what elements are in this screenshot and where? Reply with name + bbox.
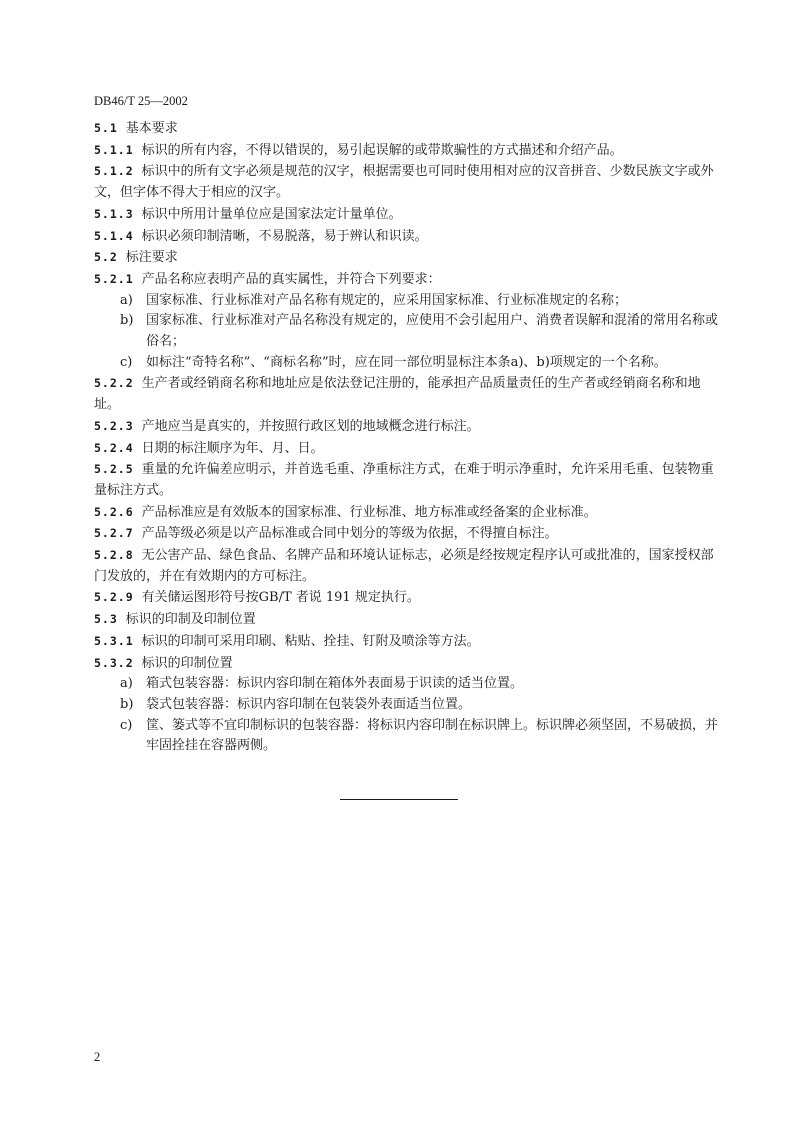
clause-text: 产品标准应是有效版本的国家标准、行业标准、地方标准或经备案的企业标准。 <box>141 504 597 520</box>
clause-5-2-1 <box>94 269 724 291</box>
list-item-a <box>94 674 724 695</box>
list-item-b <box>94 311 724 352</box>
section-5-3 <box>94 609 724 631</box>
list-item-text: 箱式包装容器：标识内容印制在箱体外表面易于识读的适当位置。 <box>146 676 524 692</box>
document-body <box>94 118 724 757</box>
clause-text: 标识必须印制清晰，不易脱落，易于辨认和识读。 <box>141 228 428 244</box>
clause-text: 产品等级必须是以产品标准或合同中划分的等级为依据，不得擅自标注。 <box>141 526 558 542</box>
clause-5-2-2 <box>94 373 724 415</box>
clause-text: 标识中所用计量单位应是国家法定计量单位。 <box>141 206 402 222</box>
list-item-c <box>94 716 724 757</box>
clause-number: 5.3.2 <box>94 655 134 670</box>
clause-text: 重量的允许偏差应明示，并首选毛重、净重标注方式，在难于明示净重时，允许采用毛重、包装物重量标注方式。 <box>94 462 714 498</box>
end-of-standard-rule <box>340 799 458 800</box>
clause-text: 标识的印制位置 <box>141 655 233 671</box>
list-marker: a) <box>120 676 133 692</box>
clause-number: 5.2.8 <box>94 548 134 563</box>
list-item-b <box>94 695 724 716</box>
clause-text: 标识的所有内容，不得以错误的，易引起误解的或带欺骗性的方式描述和介绍产品。 <box>141 142 623 158</box>
clause-text: 生产者或经销商名称和地址应是依法登记注册的，能承担产品质量责任的生产者或经销商名称和地址。 <box>94 376 701 413</box>
clause-number: 5.1.3 <box>94 206 134 221</box>
clause-5-2-3 <box>94 416 724 438</box>
clause-number: 5.2.3 <box>94 418 134 433</box>
clause-number: 5.2.7 <box>94 526 134 541</box>
clause-5-2-6 <box>94 502 724 524</box>
clause-number: 5.2.5 <box>94 462 134 477</box>
clause-text: 产品名称应表明产品的真实属性，并符合下列要求： <box>141 271 441 287</box>
page-number: 2 <box>94 1050 101 1064</box>
clause-number: 5.2.4 <box>94 440 134 455</box>
clause-text: 标识中的所有文字必须是规范的汉字，根据需要也可同时使用相对应的汉音拼音、少数民族文字或外文，但字体不得大于相应的汉字。 <box>94 164 714 201</box>
section-number: 5.3 <box>94 612 118 627</box>
clause-5-2-7 <box>94 523 724 545</box>
section-title: 基本要求 <box>125 121 178 136</box>
clause-number: 5.3.1 <box>94 633 134 648</box>
list-item-text: 国家标准、行业标准对产品名称没有规定的，应使用不会引起用户、消费者误解和混淆的常用名称或俗名； <box>146 313 719 350</box>
clause-5-1-4 <box>94 226 724 248</box>
clause-5-3-1 <box>94 631 724 653</box>
list-item-text: 袋式包装容器：标识内容印制在包装袋外表面适当位置。 <box>146 696 472 712</box>
clause-5-2-5 <box>94 459 724 501</box>
clause-text: 标识的印制可采用印刷、粘贴、拴挂、钉附及喷涂等方法。 <box>141 633 480 649</box>
clause-number: 5.1.1 <box>94 142 134 157</box>
clause-number: 5.1.4 <box>94 228 134 243</box>
list-marker: b) <box>120 313 134 329</box>
list-item-text: 如标注“奇特名称”、“商标名称”时，应在同一部位明显标注本条a)、b)项规定的一个名称。 <box>146 354 667 370</box>
clause-5-1-3 <box>94 204 724 226</box>
clause-number: 5.2.1 <box>94 271 134 286</box>
clause-number: 5.1.2 <box>94 164 134 179</box>
clause-5-2-8 <box>94 545 724 587</box>
section-title: 标识的印制及印制位置 <box>125 612 256 628</box>
list-marker: a) <box>120 292 133 308</box>
clause-5-2-9 <box>94 587 724 609</box>
list-marker: c) <box>120 717 133 733</box>
clause-text: 有关储运图形符号按GB/T 者说 191 规定执行。 <box>141 590 420 606</box>
list-item-text: 国家标准、行业标准对产品名称有规定的，应采用国家标准、行业标准规定的名称； <box>146 292 628 308</box>
list-item-c <box>94 353 724 374</box>
clause-5-1-2 <box>94 161 724 203</box>
list-marker: c) <box>120 354 133 370</box>
clause-5-2-4 <box>94 438 724 460</box>
section-title: 标注要求 <box>125 250 178 266</box>
section-5-2 <box>94 247 724 269</box>
section-5-1 <box>94 118 724 140</box>
clause-number: 5.2.9 <box>94 590 134 605</box>
clause-text: 无公害产品、绿色食品、名牌产品和环境认证标志，必须是经按规定程序认可或批准的，国家授权部门发放的，并在有效期内的方可标注。 <box>94 548 714 584</box>
clause-5-1-1 <box>94 140 724 162</box>
section-number: 5.2 <box>94 250 118 265</box>
list-item-text: 筐、篓式等不宜印制标识的包装容器：将标识内容印制在标识牌上。标识牌必须坚固，不易破损，并牢固拴挂在容器两侧。 <box>146 717 719 754</box>
clause-text: 产地应当是真实的，并按照行政区划的地域概念进行标注。 <box>141 418 480 434</box>
clause-number: 5.2.2 <box>94 376 134 391</box>
list-marker: b) <box>120 696 134 712</box>
clause-5-3-2 <box>94 653 724 675</box>
document-code-header: DB46/T 25—2002 <box>94 94 188 108</box>
clause-number: 5.2.6 <box>94 504 134 519</box>
list-item-a <box>94 291 724 312</box>
section-number: 5.1 <box>94 121 118 135</box>
clause-text: 日期的标注顺序为年、月、日。 <box>141 440 324 456</box>
